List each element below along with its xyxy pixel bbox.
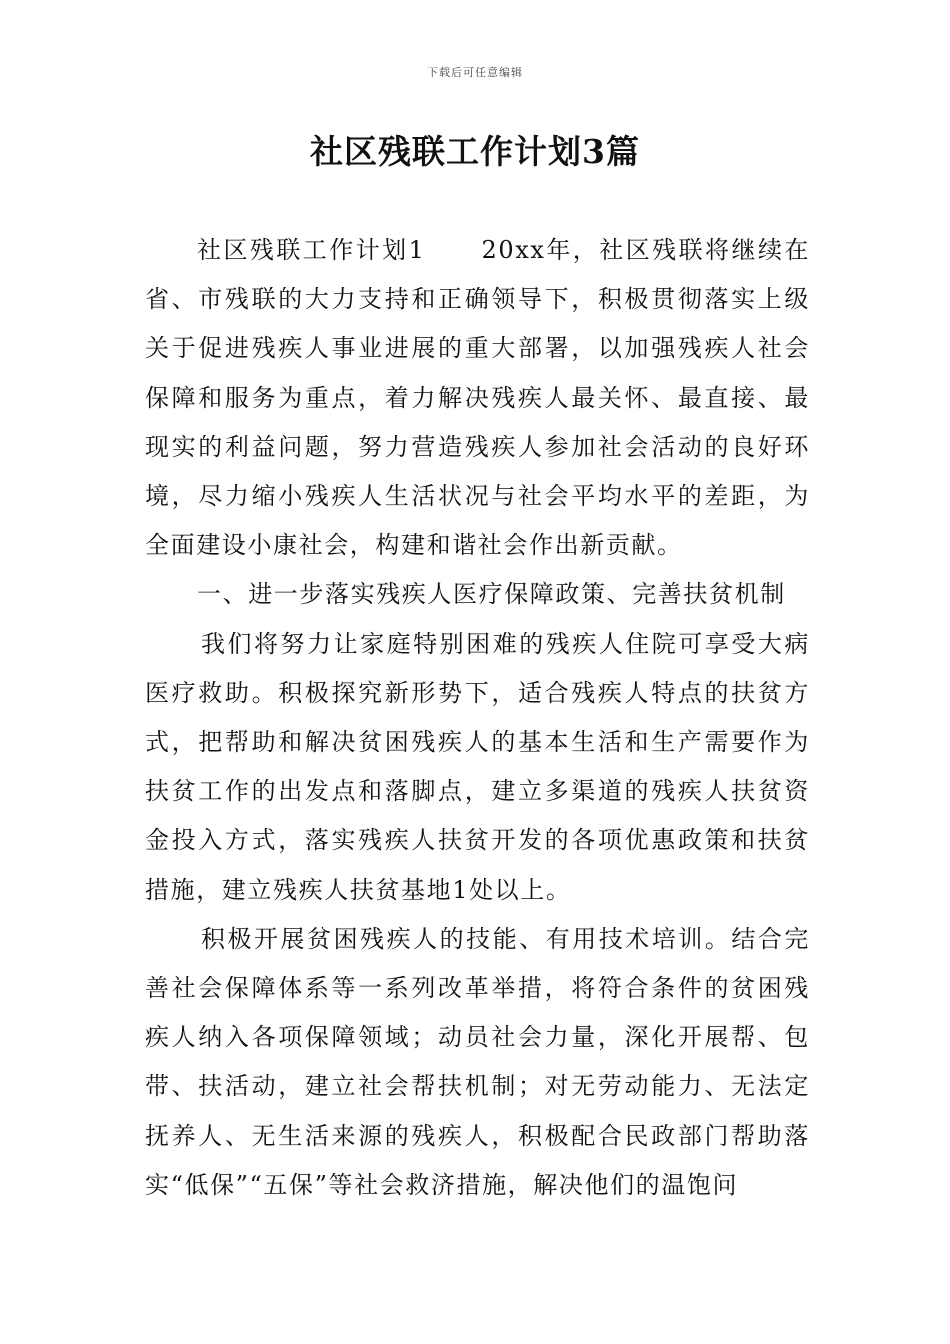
intro-text: 20xx年，社区残联将继续在省、市残联的大力支持和正确领导下，积极贯彻落实上级关于促进残疾人事业进展的重大部署，以加强残疾人社会保障和服务为重点，着力解决残疾人最关怀、最直接、最现实的利益问题，努力营造残疾人参加社会活动的良好环境，尽力缩小残疾人生活状况与社会平均水平的差距，为全面建设小康社会，构建和谐社会作出新贡献。 — [145, 236, 810, 560]
document-title: 社区残联工作计划3篇 — [310, 132, 640, 171]
paragraph-2: 积极开展贫困残疾人的技能、有用技术培训。结合完善社会保障体系等一系列改革举措，将符合条件的贫困残疾人纳入各项保障领域；动员社会力量，深化开展帮、包带、扶活动，建立社会帮扶机制；对无劳动能力、无法定抚养人、无生活来源的残疾人，积极配合民政部门帮助落实“低保”“五保”等社会救济措施，解决他们的温饱问 — [145, 924, 810, 1199]
section-heading-1: 一、进一步落实残疾人医疗保障政策、完善扶贫机制 — [197, 580, 786, 609]
intro-paragraph — [145, 226, 810, 570]
header-note: 下载后可任意编辑 — [427, 66, 523, 79]
document-body — [145, 226, 810, 1210]
intro-label: 社区残联工作计划1 — [197, 236, 426, 264]
paragraph-1: 我们将努力让家庭特别困难的残疾人住院可享受大病医疗救助。积极探究新形势下，适合残疾人特点的扶贫方式，把帮助和解决贫困残疾人的基本生活和生产需要作为扶贫工作的出发点和落脚点，建立多渠道的残疾人扶贫资金投入方式，落实残疾人扶贫开发的各项优惠政策和扶贫措施，建立残疾人扶贫基地1处以上。 — [145, 629, 810, 904]
